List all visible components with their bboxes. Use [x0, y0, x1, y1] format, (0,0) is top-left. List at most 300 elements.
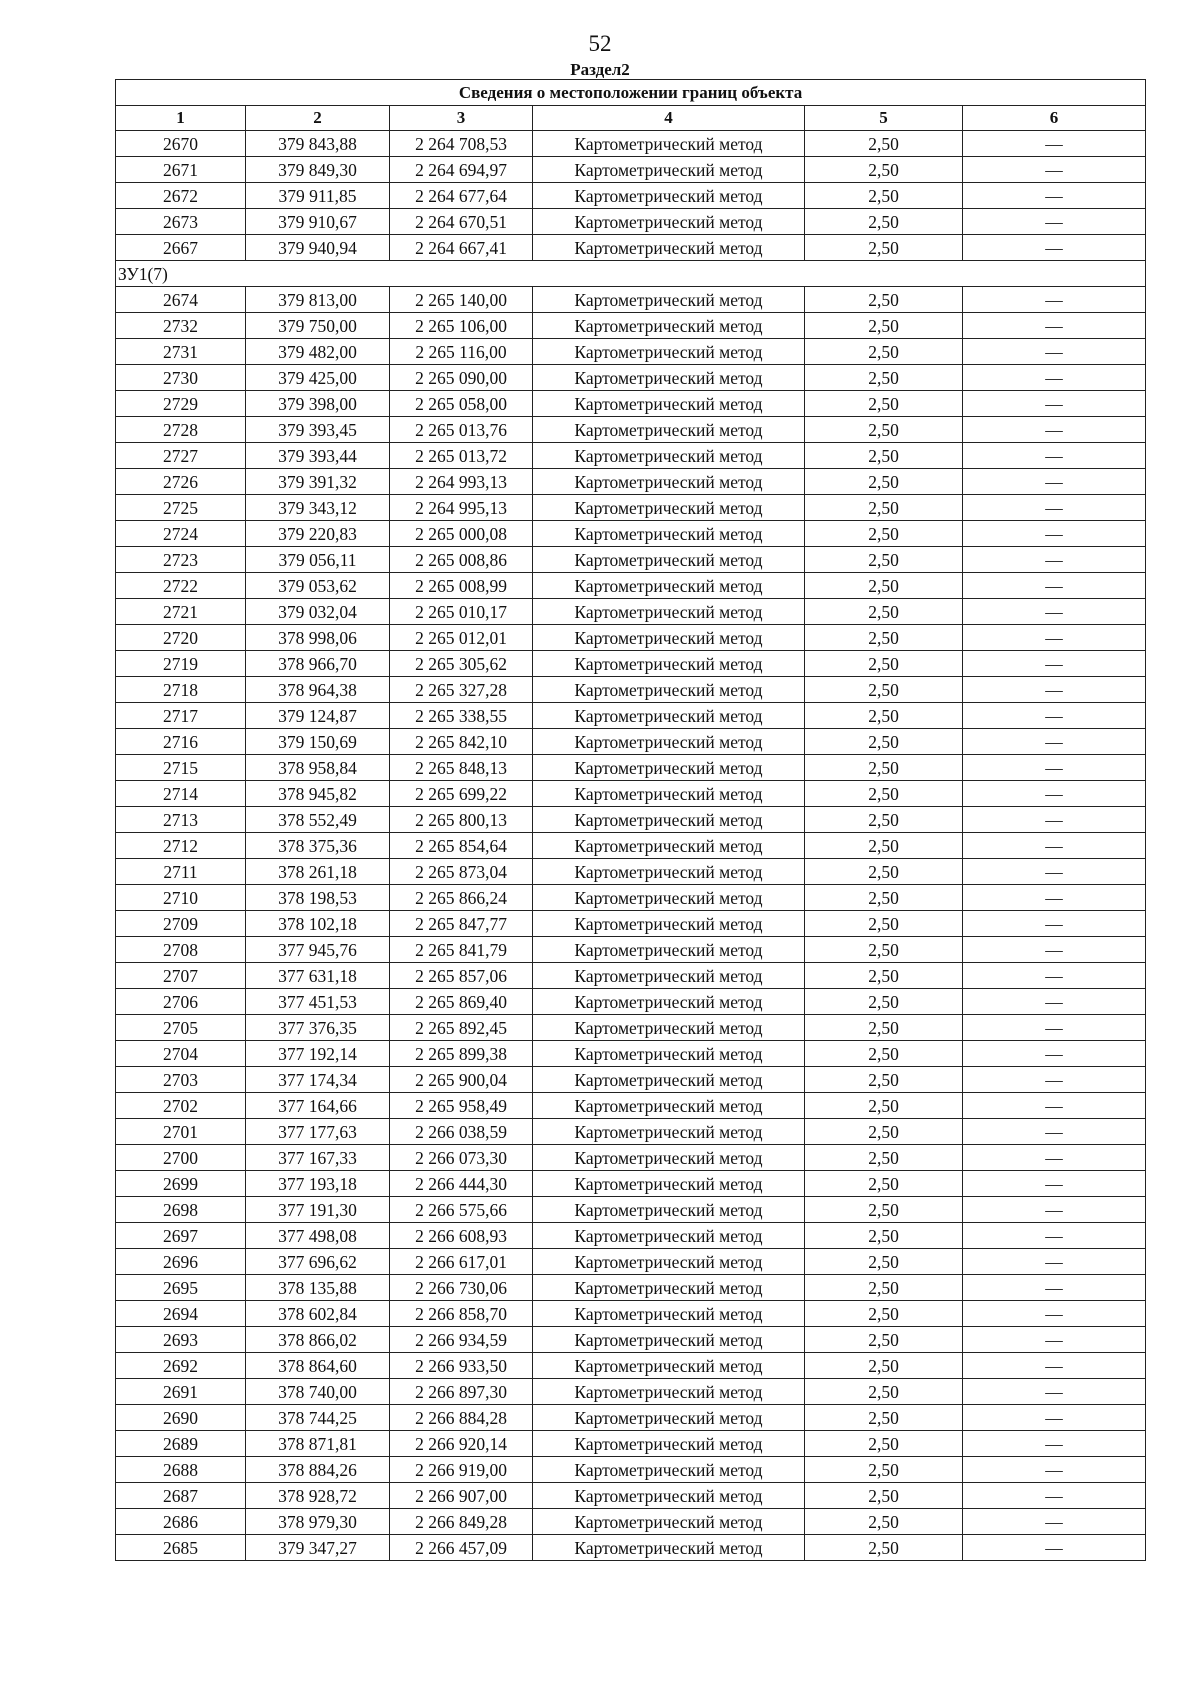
- accuracy-cell: 2,50: [805, 833, 963, 859]
- point-number-cell: 2712: [116, 833, 246, 859]
- coord-y-cell: 2 264 995,13: [390, 495, 533, 521]
- accuracy-cell: 2,50: [805, 1145, 963, 1171]
- column-header-4: 4: [533, 106, 805, 131]
- table-row: [116, 1457, 1146, 1483]
- coord-x-cell: 378 135,88: [246, 1275, 390, 1301]
- description-cell: —: [963, 1015, 1146, 1041]
- table-row: [116, 1249, 1146, 1275]
- description-cell: —: [963, 131, 1146, 157]
- point-number-cell: 2721: [116, 599, 246, 625]
- point-number-cell: 2671: [116, 157, 246, 183]
- point-number-cell: 2723: [116, 547, 246, 573]
- table-row: [116, 443, 1146, 469]
- method-cell: Картометрический метод: [533, 547, 805, 573]
- coord-x-cell: 379 849,30: [246, 157, 390, 183]
- method-cell: Картометрический метод: [533, 625, 805, 651]
- description-cell: —: [963, 1535, 1146, 1561]
- method-cell: Картометрический метод: [533, 833, 805, 859]
- coord-y-cell: 2 266 073,30: [390, 1145, 533, 1171]
- description-cell: —: [963, 1249, 1146, 1275]
- description-cell: —: [963, 1353, 1146, 1379]
- description-cell: —: [963, 1327, 1146, 1353]
- coord-x-cell: 377 498,08: [246, 1223, 390, 1249]
- coord-y-cell: 2 266 457,09: [390, 1535, 533, 1561]
- coord-x-cell: 379 032,04: [246, 599, 390, 625]
- accuracy-cell: 2,50: [805, 1093, 963, 1119]
- coord-x-cell: 378 198,53: [246, 885, 390, 911]
- coord-y-cell: 2 265 106,00: [390, 313, 533, 339]
- accuracy-cell: 2,50: [805, 1327, 963, 1353]
- method-cell: Картометрический метод: [533, 1093, 805, 1119]
- coord-x-cell: 379 398,00: [246, 391, 390, 417]
- coord-y-cell: 2 266 038,59: [390, 1119, 533, 1145]
- coord-x-cell: 377 376,35: [246, 1015, 390, 1041]
- coord-y-cell: 2 266 884,28: [390, 1405, 533, 1431]
- coord-y-cell: 2 266 444,30: [390, 1171, 533, 1197]
- accuracy-cell: 2,50: [805, 1457, 963, 1483]
- accuracy-cell: 2,50: [805, 1171, 963, 1197]
- point-number-cell: 2672: [116, 183, 246, 209]
- accuracy-cell: 2,50: [805, 781, 963, 807]
- accuracy-cell: 2,50: [805, 1119, 963, 1145]
- method-cell: Картометрический метод: [533, 651, 805, 677]
- description-cell: —: [963, 651, 1146, 677]
- description-cell: —: [963, 937, 1146, 963]
- table-row: [116, 1197, 1146, 1223]
- boundary-coordinates-table: [115, 79, 1146, 1561]
- point-number-cell: 2704: [116, 1041, 246, 1067]
- table-row: [116, 1509, 1146, 1535]
- method-cell: Картометрический метод: [533, 1119, 805, 1145]
- accuracy-cell: 2,50: [805, 339, 963, 365]
- description-cell: —: [963, 885, 1146, 911]
- description-cell: —: [963, 365, 1146, 391]
- accuracy-cell: 2,50: [805, 1353, 963, 1379]
- method-cell: Картометрический метод: [533, 391, 805, 417]
- description-cell: —: [963, 677, 1146, 703]
- description-cell: —: [963, 599, 1146, 625]
- table-row: [116, 235, 1146, 261]
- method-cell: Картометрический метод: [533, 1067, 805, 1093]
- coord-x-cell: 379 393,45: [246, 417, 390, 443]
- point-number-cell: 2702: [116, 1093, 246, 1119]
- accuracy-cell: 2,50: [805, 1223, 963, 1249]
- description-cell: —: [963, 1301, 1146, 1327]
- point-number-cell: 2729: [116, 391, 246, 417]
- point-number-cell: 2700: [116, 1145, 246, 1171]
- point-number-cell: 2703: [116, 1067, 246, 1093]
- method-cell: Картометрический метод: [533, 287, 805, 313]
- coord-y-cell: 2 265 008,86: [390, 547, 533, 573]
- accuracy-cell: 2,50: [805, 963, 963, 989]
- description-cell: —: [963, 1379, 1146, 1405]
- point-number-cell: 2687: [116, 1483, 246, 1509]
- point-number-cell: 2694: [116, 1301, 246, 1327]
- point-number-cell: 2695: [116, 1275, 246, 1301]
- description-cell: —: [963, 1457, 1146, 1483]
- point-number-cell: 2727: [116, 443, 246, 469]
- accuracy-cell: 2,50: [805, 1067, 963, 1093]
- coord-x-cell: 379 425,00: [246, 365, 390, 391]
- point-number-cell: 2689: [116, 1431, 246, 1457]
- column-header-6: 6: [963, 106, 1146, 131]
- accuracy-cell: 2,50: [805, 625, 963, 651]
- method-cell: Картометрический метод: [533, 1301, 805, 1327]
- table-row: [116, 1379, 1146, 1405]
- table-row: [116, 781, 1146, 807]
- accuracy-cell: 2,50: [805, 131, 963, 157]
- point-number-cell: 2698: [116, 1197, 246, 1223]
- table-row: [116, 729, 1146, 755]
- point-number-cell: 2713: [116, 807, 246, 833]
- coord-y-cell: 2 264 708,53: [390, 131, 533, 157]
- point-number-cell: 2716: [116, 729, 246, 755]
- method-cell: Картометрический метод: [533, 859, 805, 885]
- method-cell: Картометрический метод: [533, 1041, 805, 1067]
- column-header-2: 2: [246, 106, 390, 131]
- description-cell: —: [963, 1275, 1146, 1301]
- point-number-cell: 2692: [116, 1353, 246, 1379]
- coord-x-cell: 377 451,53: [246, 989, 390, 1015]
- coord-y-cell: 2 265 012,01: [390, 625, 533, 651]
- table-row: [116, 1405, 1146, 1431]
- coord-y-cell: 2 265 008,99: [390, 573, 533, 599]
- description-cell: —: [963, 703, 1146, 729]
- accuracy-cell: 2,50: [805, 313, 963, 339]
- coord-y-cell: 2 265 900,04: [390, 1067, 533, 1093]
- table-row: [116, 599, 1146, 625]
- point-number-cell: 2696: [116, 1249, 246, 1275]
- method-cell: Картометрический метод: [533, 313, 805, 339]
- description-cell: —: [963, 391, 1146, 417]
- point-number-cell: 2674: [116, 287, 246, 313]
- point-number-cell: 2719: [116, 651, 246, 677]
- accuracy-cell: 2,50: [805, 937, 963, 963]
- description-cell: —: [963, 547, 1146, 573]
- coord-x-cell: 377 945,76: [246, 937, 390, 963]
- accuracy-cell: 2,50: [805, 209, 963, 235]
- method-cell: Картометрический метод: [533, 495, 805, 521]
- accuracy-cell: 2,50: [805, 1301, 963, 1327]
- table-row: [116, 989, 1146, 1015]
- point-number-cell: 2722: [116, 573, 246, 599]
- method-cell: Картометрический метод: [533, 209, 805, 235]
- point-number-cell: 2708: [116, 937, 246, 963]
- point-number-cell: 2724: [116, 521, 246, 547]
- method-cell: Картометрический метод: [533, 911, 805, 937]
- method-cell: Картометрический метод: [533, 573, 805, 599]
- coord-x-cell: 379 482,00: [246, 339, 390, 365]
- column-header-3: 3: [390, 106, 533, 131]
- table-row: [116, 521, 1146, 547]
- description-cell: —: [963, 1509, 1146, 1535]
- coord-x-cell: 379 843,88: [246, 131, 390, 157]
- point-number-cell: 2691: [116, 1379, 246, 1405]
- coord-y-cell: 2 265 842,10: [390, 729, 533, 755]
- table-row: [116, 1431, 1146, 1457]
- description-cell: —: [963, 417, 1146, 443]
- point-number-cell: 2688: [116, 1457, 246, 1483]
- table-row: [116, 1353, 1146, 1379]
- coord-y-cell: 2 265 899,38: [390, 1041, 533, 1067]
- method-cell: Картометрический метод: [533, 1223, 805, 1249]
- accuracy-cell: 2,50: [805, 521, 963, 547]
- coord-y-cell: 2 265 000,08: [390, 521, 533, 547]
- coord-y-cell: 2 264 670,51: [390, 209, 533, 235]
- description-cell: —: [963, 1145, 1146, 1171]
- group-row: [116, 261, 1146, 287]
- description-cell: —: [963, 1197, 1146, 1223]
- table-row: [116, 1119, 1146, 1145]
- description-cell: —: [963, 1405, 1146, 1431]
- coord-x-cell: 377 631,18: [246, 963, 390, 989]
- table-row: [116, 1535, 1146, 1561]
- point-number-cell: 2699: [116, 1171, 246, 1197]
- description-cell: —: [963, 495, 1146, 521]
- table-row: [116, 417, 1146, 443]
- coord-y-cell: 2 265 013,72: [390, 443, 533, 469]
- point-number-cell: 2717: [116, 703, 246, 729]
- description-cell: —: [963, 859, 1146, 885]
- accuracy-cell: 2,50: [805, 1509, 963, 1535]
- table-row: [116, 183, 1146, 209]
- description-cell: —: [963, 521, 1146, 547]
- coord-y-cell: 2 265 140,00: [390, 287, 533, 313]
- method-cell: Картометрический метод: [533, 1509, 805, 1535]
- coord-x-cell: 378 375,36: [246, 833, 390, 859]
- method-cell: Картометрический метод: [533, 183, 805, 209]
- table-row: [116, 209, 1146, 235]
- description-cell: —: [963, 989, 1146, 1015]
- accuracy-cell: 2,50: [805, 183, 963, 209]
- point-number-cell: 2685: [116, 1535, 246, 1561]
- accuracy-cell: 2,50: [805, 1041, 963, 1067]
- accuracy-cell: 2,50: [805, 1405, 963, 1431]
- accuracy-cell: 2,50: [805, 1379, 963, 1405]
- description-cell: —: [963, 469, 1146, 495]
- coord-x-cell: 379 940,94: [246, 235, 390, 261]
- description-cell: —: [963, 209, 1146, 235]
- point-number-cell: 2690: [116, 1405, 246, 1431]
- coord-y-cell: 2 264 694,97: [390, 157, 533, 183]
- coord-y-cell: 2 265 892,45: [390, 1015, 533, 1041]
- coord-x-cell: 378 744,25: [246, 1405, 390, 1431]
- table-row: [116, 807, 1146, 833]
- method-cell: Картометрический метод: [533, 443, 805, 469]
- description-cell: —: [963, 1093, 1146, 1119]
- method-cell: Картометрический метод: [533, 235, 805, 261]
- coord-x-cell: 379 056,11: [246, 547, 390, 573]
- table-row: [116, 1327, 1146, 1353]
- coord-y-cell: 2 265 841,79: [390, 937, 533, 963]
- method-cell: Картометрический метод: [533, 1249, 805, 1275]
- description-cell: —: [963, 729, 1146, 755]
- coord-x-cell: 379 220,83: [246, 521, 390, 547]
- description-cell: —: [963, 1119, 1146, 1145]
- accuracy-cell: 2,50: [805, 469, 963, 495]
- description-cell: —: [963, 781, 1146, 807]
- coord-y-cell: 2 264 993,13: [390, 469, 533, 495]
- coord-x-cell: 377 191,30: [246, 1197, 390, 1223]
- coord-y-cell: 2 266 849,28: [390, 1509, 533, 1535]
- coord-y-cell: 2 265 305,62: [390, 651, 533, 677]
- point-number-cell: 2731: [116, 339, 246, 365]
- table-row: [116, 1275, 1146, 1301]
- point-number-cell: 2670: [116, 131, 246, 157]
- point-number-cell: 2728: [116, 417, 246, 443]
- coord-y-cell: 2 265 116,00: [390, 339, 533, 365]
- coord-x-cell: 378 261,18: [246, 859, 390, 885]
- accuracy-cell: 2,50: [805, 287, 963, 313]
- coord-x-cell: 378 864,60: [246, 1353, 390, 1379]
- coord-x-cell: 378 552,49: [246, 807, 390, 833]
- table-row: [116, 313, 1146, 339]
- description-cell: —: [963, 1171, 1146, 1197]
- method-cell: Картометрический метод: [533, 521, 805, 547]
- coord-y-cell: 2 264 667,41: [390, 235, 533, 261]
- coord-x-cell: 378 964,38: [246, 677, 390, 703]
- coord-y-cell: 2 266 730,06: [390, 1275, 533, 1301]
- page-number: 52: [588, 31, 612, 56]
- coord-y-cell: 2 265 958,49: [390, 1093, 533, 1119]
- coord-x-cell: 377 167,33: [246, 1145, 390, 1171]
- coord-x-cell: 378 102,18: [246, 911, 390, 937]
- table-row: [116, 1301, 1146, 1327]
- coord-x-cell: 378 871,81: [246, 1431, 390, 1457]
- coord-x-cell: 378 866,02: [246, 1327, 390, 1353]
- accuracy-cell: 2,50: [805, 235, 963, 261]
- coord-x-cell: 377 177,63: [246, 1119, 390, 1145]
- description-cell: —: [963, 573, 1146, 599]
- method-cell: Картометрический метод: [533, 807, 805, 833]
- point-number-cell: 2709: [116, 911, 246, 937]
- point-number-cell: 2693: [116, 1327, 246, 1353]
- table-row: [116, 339, 1146, 365]
- method-cell: Картометрический метод: [533, 1405, 805, 1431]
- accuracy-cell: 2,50: [805, 703, 963, 729]
- table-row: [116, 1041, 1146, 1067]
- coord-y-cell: 2 265 800,13: [390, 807, 533, 833]
- point-number-cell: 2686: [116, 1509, 246, 1535]
- table-row: [116, 859, 1146, 885]
- point-number-cell: 2706: [116, 989, 246, 1015]
- table-row: [116, 547, 1146, 573]
- table-row: [116, 1067, 1146, 1093]
- coord-x-cell: 378 979,30: [246, 1509, 390, 1535]
- table-caption: Сведения о местоположении границ объекта: [116, 80, 1146, 106]
- table-row: [116, 573, 1146, 599]
- table-row: [116, 885, 1146, 911]
- coord-y-cell: 2 266 934,59: [390, 1327, 533, 1353]
- coord-x-cell: 379 150,69: [246, 729, 390, 755]
- table-row: [116, 1093, 1146, 1119]
- method-cell: Картометрический метод: [533, 469, 805, 495]
- table-row: [116, 1483, 1146, 1509]
- coord-y-cell: 2 265 854,64: [390, 833, 533, 859]
- coord-y-cell: 2 264 677,64: [390, 183, 533, 209]
- table-row: [116, 677, 1146, 703]
- coord-y-cell: 2 265 848,13: [390, 755, 533, 781]
- point-number-cell: 2710: [116, 885, 246, 911]
- accuracy-cell: 2,50: [805, 599, 963, 625]
- coord-x-cell: 377 164,66: [246, 1093, 390, 1119]
- method-cell: Картометрический метод: [533, 1483, 805, 1509]
- table-row: [116, 391, 1146, 417]
- coord-y-cell: 2 265 873,04: [390, 859, 533, 885]
- accuracy-cell: 2,50: [805, 547, 963, 573]
- description-cell: —: [963, 833, 1146, 859]
- coord-x-cell: 378 740,00: [246, 1379, 390, 1405]
- method-cell: Картометрический метод: [533, 1457, 805, 1483]
- method-cell: Картометрический метод: [533, 157, 805, 183]
- accuracy-cell: 2,50: [805, 157, 963, 183]
- table-row: [116, 911, 1146, 937]
- coord-x-cell: 377 696,62: [246, 1249, 390, 1275]
- description-cell: —: [963, 1483, 1146, 1509]
- table-row: [116, 1171, 1146, 1197]
- method-cell: Картометрический метод: [533, 781, 805, 807]
- table-row: [116, 365, 1146, 391]
- description-cell: —: [963, 1041, 1146, 1067]
- coord-y-cell: 2 266 919,00: [390, 1457, 533, 1483]
- coord-y-cell: 2 265 327,28: [390, 677, 533, 703]
- accuracy-cell: 2,50: [805, 1197, 963, 1223]
- method-cell: Картометрический метод: [533, 417, 805, 443]
- coord-y-cell: 2 266 858,70: [390, 1301, 533, 1327]
- coord-x-cell: 377 192,14: [246, 1041, 390, 1067]
- description-cell: —: [963, 963, 1146, 989]
- method-cell: Картометрический метод: [533, 989, 805, 1015]
- coord-y-cell: 2 265 699,22: [390, 781, 533, 807]
- accuracy-cell: 2,50: [805, 1275, 963, 1301]
- coord-x-cell: 378 602,84: [246, 1301, 390, 1327]
- accuracy-cell: 2,50: [805, 885, 963, 911]
- column-header-row: [116, 106, 1146, 131]
- description-cell: —: [963, 911, 1146, 937]
- accuracy-cell: 2,50: [805, 443, 963, 469]
- description-cell: —: [963, 235, 1146, 261]
- point-number-cell: 2707: [116, 963, 246, 989]
- table-row: [116, 1223, 1146, 1249]
- coord-x-cell: 379 813,00: [246, 287, 390, 313]
- point-number-cell: 2667: [116, 235, 246, 261]
- point-number-cell: 2715: [116, 755, 246, 781]
- method-cell: Картометрический метод: [533, 339, 805, 365]
- coord-y-cell: 2 265 013,76: [390, 417, 533, 443]
- accuracy-cell: 2,50: [805, 1483, 963, 1509]
- accuracy-cell: 2,50: [805, 417, 963, 443]
- description-cell: —: [963, 287, 1146, 313]
- point-number-cell: 2720: [116, 625, 246, 651]
- table-row: [116, 1015, 1146, 1041]
- method-cell: Картометрический метод: [533, 1353, 805, 1379]
- coord-x-cell: 379 347,27: [246, 1535, 390, 1561]
- description-cell: —: [963, 1067, 1146, 1093]
- point-number-cell: 2730: [116, 365, 246, 391]
- coord-x-cell: 377 174,34: [246, 1067, 390, 1093]
- method-cell: Картометрический метод: [533, 131, 805, 157]
- accuracy-cell: 2,50: [805, 859, 963, 885]
- coord-x-cell: 379 393,44: [246, 443, 390, 469]
- method-cell: Картометрический метод: [533, 677, 805, 703]
- accuracy-cell: 2,50: [805, 651, 963, 677]
- method-cell: Картометрический метод: [533, 703, 805, 729]
- description-cell: —: [963, 443, 1146, 469]
- description-cell: —: [963, 183, 1146, 209]
- point-number-cell: 2711: [116, 859, 246, 885]
- coord-y-cell: 2 266 933,50: [390, 1353, 533, 1379]
- description-cell: —: [963, 1223, 1146, 1249]
